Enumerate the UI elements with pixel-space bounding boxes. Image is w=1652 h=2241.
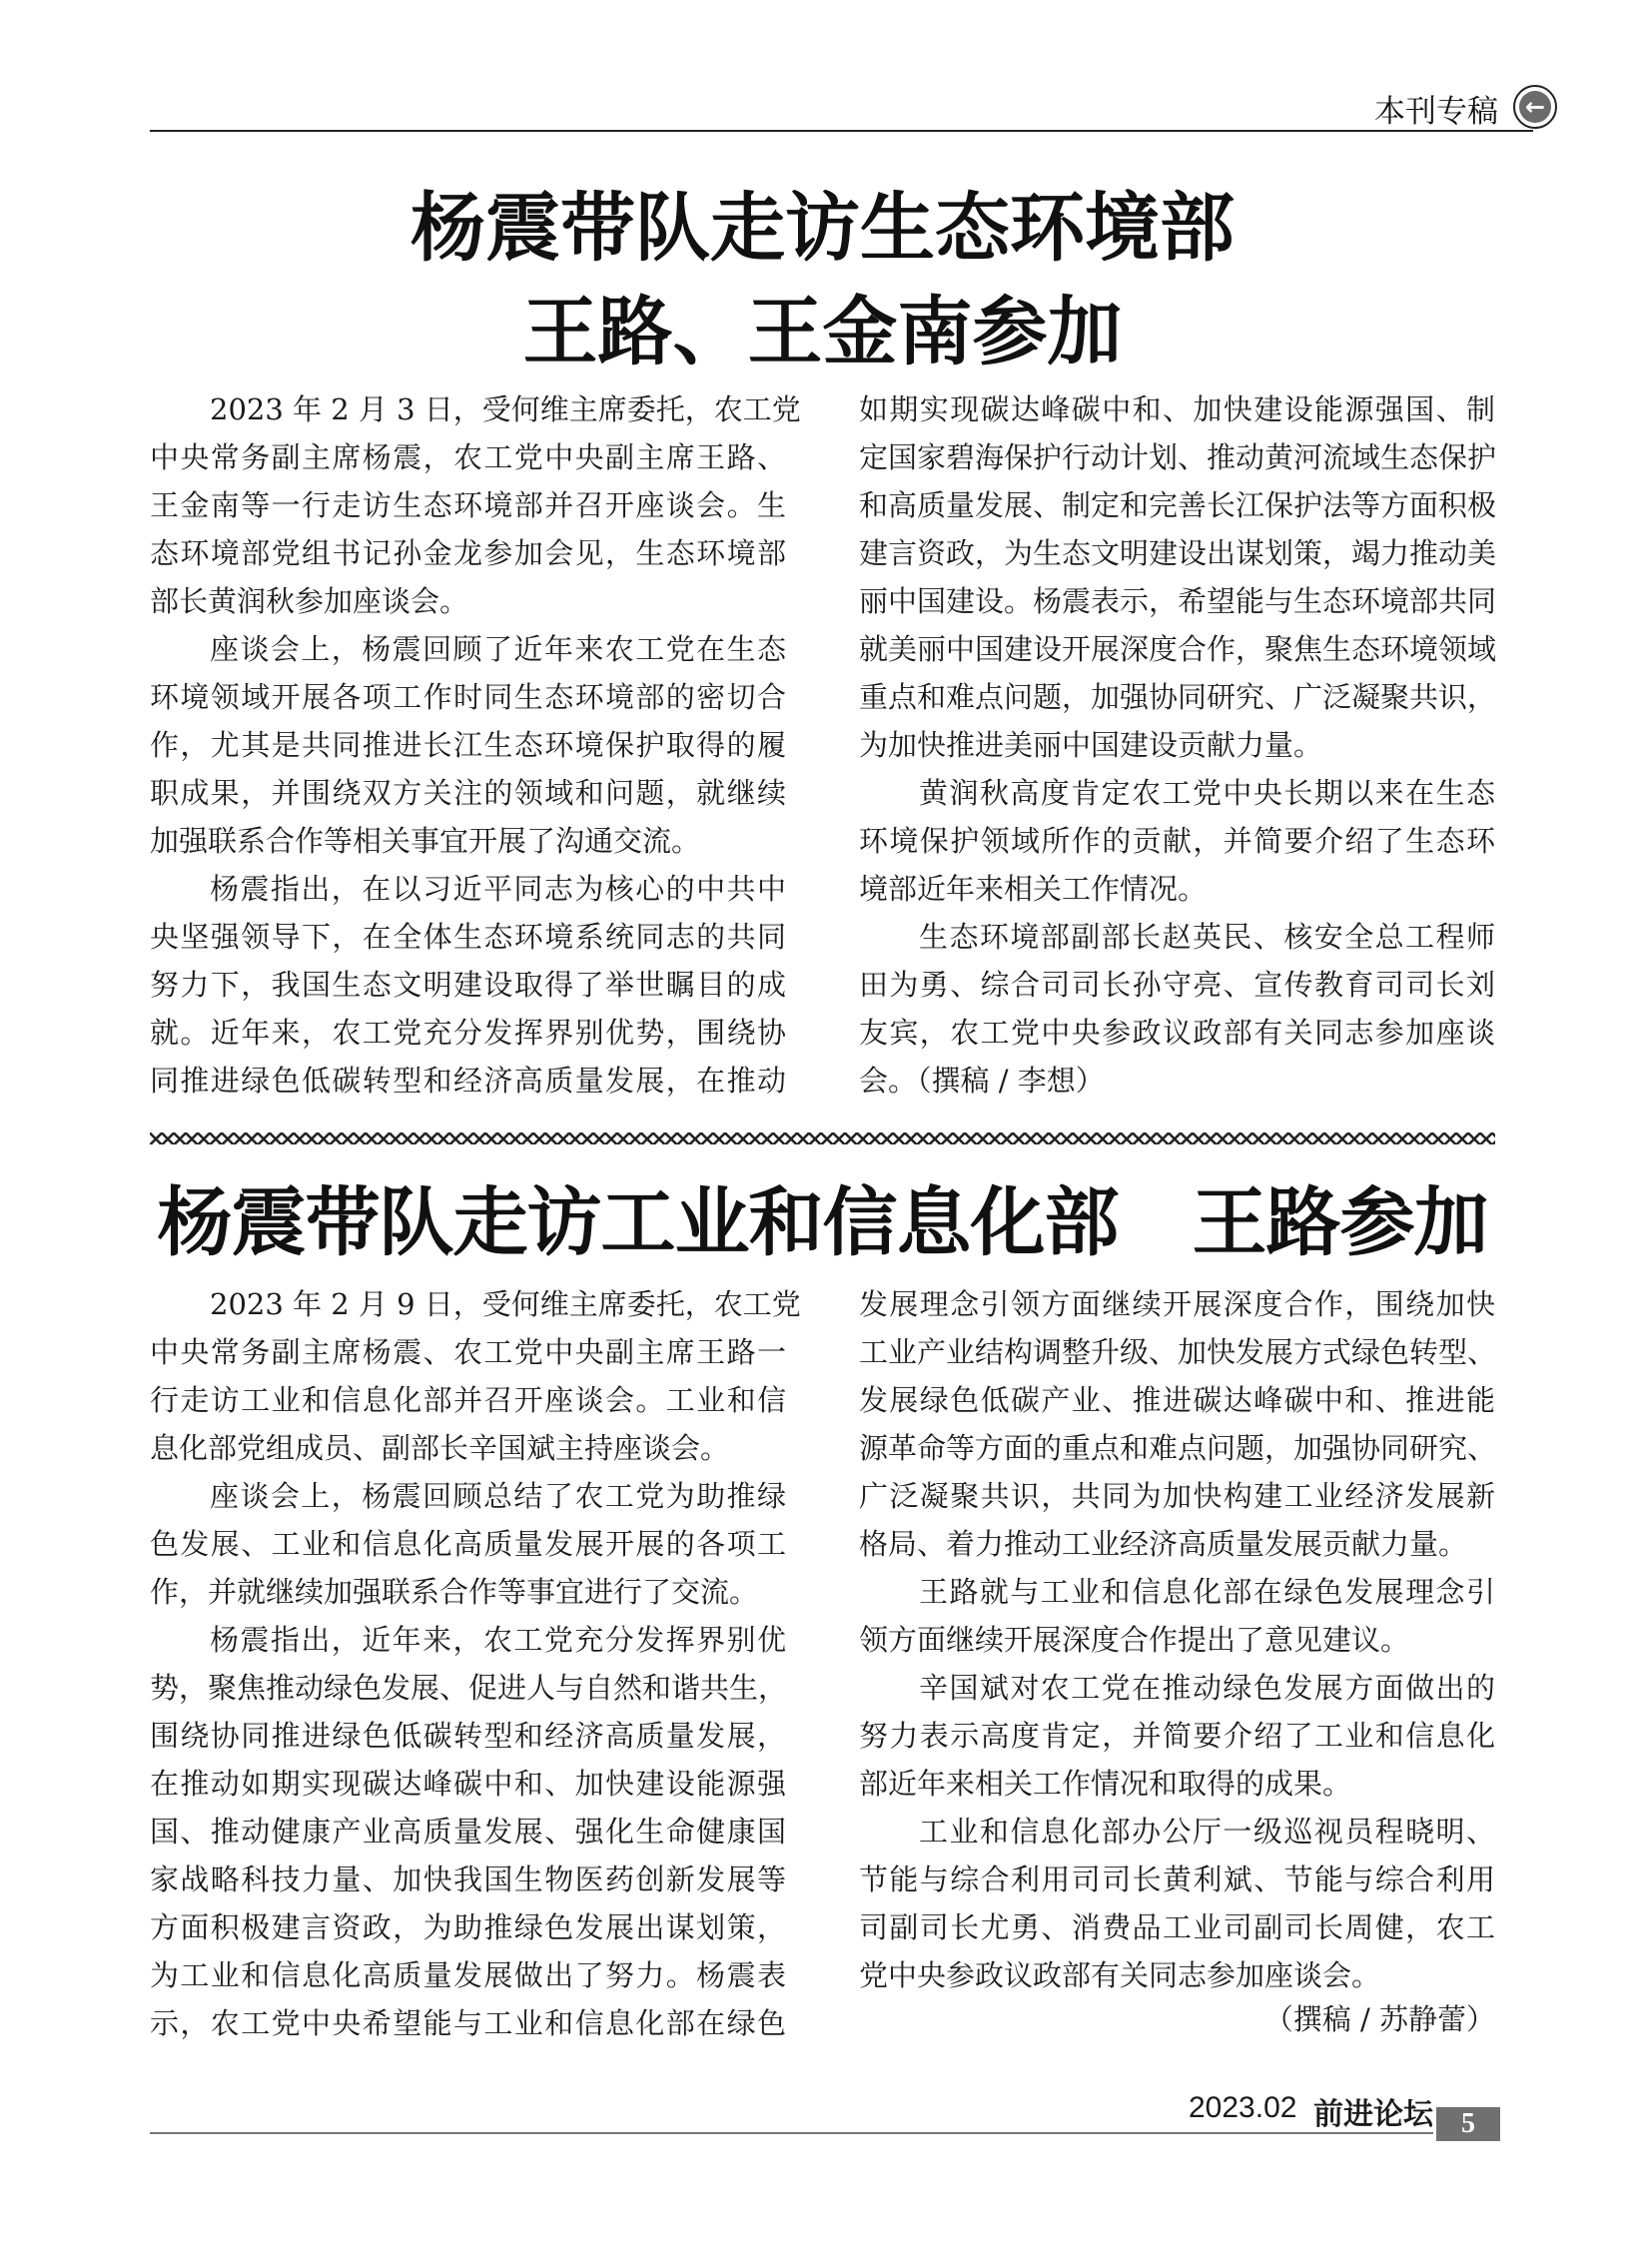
- text-line: 势，聚焦推动绿色发展、促进人与自然和谐共生，: [150, 1671, 788, 1705]
- text-line: 杨震指出，在以习近平同志为核心的中共中: [210, 872, 786, 906]
- text-line: 加强联系合作等相关事宜开展了沟通交流。: [150, 824, 701, 858]
- magazine-name: 前进论坛: [1313, 2097, 1433, 2132]
- text-line: 部长黄润秋参加座谈会。: [150, 584, 469, 618]
- text-line: 职成果，并围绕双方关注的领域和问题，就继续: [150, 776, 786, 810]
- text-line: 就美丽中国建设开展深度合作，聚焦生态环境领域: [859, 632, 1497, 666]
- text-line: 重点和难点问题，加强协同研究、广泛凝聚共识，: [859, 680, 1497, 714]
- text-line: 节能与综合利用司司长黄利斌、节能与综合利用: [859, 1863, 1495, 1896]
- footer-rule: [150, 2132, 1433, 2134]
- text-line: 行走访工业和信息化部并召开座谈会。工业和信: [150, 1383, 786, 1417]
- text-line: 在推动如期实现碳达峰碳中和、加快建设能源强: [150, 1767, 786, 1801]
- text-line: 辛国斌对农工党在推动绿色发展方面做出的: [919, 1671, 1495, 1705]
- text-line: 格局、着力推动工业经济高质量发展贡献力量。: [859, 1527, 1468, 1561]
- text-line: 央坚强领导下，在全体生态环境系统同志的共同: [150, 920, 786, 954]
- text-line: 会。（撰稿 / 李想）: [859, 1064, 1105, 1098]
- text-line: 国、推动健康产业高质量发展、强化生命健康国: [150, 1815, 786, 1849]
- text-line: 为工业和信息化高质量发展做出了努力。杨震表: [150, 1958, 786, 1992]
- article2-title: 杨震带队走访工业和信息化部 王路参加: [157, 1178, 1488, 1266]
- text-line: 示，农工党中央希望能与工业和信息化部在绿色: [150, 2006, 786, 2040]
- article1-title-line1: 杨震带队走访生态环境部: [410, 184, 1235, 272]
- text-line: 发展绿色低碳产业、推进碳达峰碳中和、推进能: [859, 1383, 1495, 1417]
- text-line: 黄润秋高度肯定农工党中央长期以来在生态: [919, 776, 1495, 810]
- text-line: 司副司长尤勇、消费品工业司副司长周健，农工: [859, 1910, 1495, 1944]
- text-line: 丽中国建设。杨震表示，希望能与生态环境部共同: [859, 584, 1497, 618]
- text-line: 努力下，我国生态文明建设取得了举世瞩目的成: [150, 968, 786, 1002]
- text-line: 杨震指出，近年来，农工党充分发挥界别优: [210, 1623, 786, 1657]
- text-line: 定国家碧海保护行动计划、推动黄河流域生态保护: [859, 440, 1497, 474]
- article2-column-left: [150, 1280, 801, 2047]
- article1-column-right: [859, 385, 1495, 1105]
- text-line: 工业产业结构调整升级、加快发展方式绿色转型、: [859, 1335, 1497, 1369]
- text-line: 色发展、工业和信息化高质量发展开展的各项工: [150, 1527, 786, 1561]
- article2-credit: （撰稿 / 苏静蕾）: [1263, 2002, 1495, 2036]
- text-line: 党中央参政议政部有关同志参加座谈会。: [859, 1958, 1381, 1992]
- article1-column-left: [150, 385, 801, 1105]
- text-line: 王路就与工业和信息化部在绿色发展理念引: [919, 1575, 1495, 1609]
- text-line: 就。近年来，农工党充分发挥界别优势，围绕协: [150, 1016, 786, 1050]
- text-line: 座谈会上，杨震回顾了近年来农工党在生态: [210, 632, 786, 666]
- text-line: 中央常务副主席杨震、农工党中央副主席王路一: [150, 1335, 786, 1369]
- text-line: 领方面继续开展深度合作提出了意见建议。: [859, 1623, 1410, 1657]
- text-line: 环境领域开展各项工作时同生态环境部的密切合: [150, 680, 786, 714]
- text-line: 2023 年 2 月 3 日，受何维主席委托，农工党: [210, 392, 801, 426]
- text-line: 作，并就继续加强联系合作等事宜进行了交流。: [150, 1575, 759, 1609]
- text-line: 如期实现碳达峰碳中和、加快建设能源强国、制: [859, 392, 1495, 426]
- back-arrow-circle-icon[interactable]: ←: [1513, 85, 1557, 129]
- text-line: 2023 年 2 月 9 日，受何维主席委托，农工党: [210, 1287, 801, 1321]
- text-line: 作，尤其是共同推进长江生态环境保护取得的履: [150, 728, 786, 762]
- section-label: 本刊专稿: [1374, 94, 1498, 130]
- text-line: 建言资政，为生态文明建设出谋划策，竭力推动美: [859, 536, 1497, 570]
- text-line: 生态环境部副部长赵英民、核安全总工程师: [919, 920, 1495, 954]
- text-line: 环境保护领域所作的贡献，并简要介绍了生态环: [859, 824, 1495, 858]
- text-line: 息化部党组成员、副部长辛国斌主持座谈会。: [150, 1431, 730, 1465]
- text-line: 部近年来相关工作情况和取得的成果。: [859, 1767, 1352, 1801]
- article1-title-line2: 王路、王金南参加: [522, 288, 1123, 375]
- text-line: 田为勇、综合司司长孙守亮、宣传教育司司长刘: [859, 968, 1495, 1002]
- text-line: 态环境部党组书记孙金龙参加会见，生态环境部: [150, 536, 786, 570]
- text-line: 工业和信息化部办公厅一级巡视员程晓明、: [919, 1815, 1495, 1849]
- text-line: 广泛凝聚共识，共同为加快构建工业经济发展新: [859, 1479, 1495, 1513]
- text-line: 同推进绿色低碳转型和经济高质量发展，在推动: [150, 1064, 786, 1098]
- text-line: 努力表示高度肯定，并简要介绍了工业和信息化: [859, 1719, 1495, 1753]
- text-line: 源革命等方面的重点和难点问题，加强协同研究、: [859, 1431, 1497, 1465]
- article-divider: [150, 1132, 1495, 1144]
- header-rule: [150, 130, 1533, 132]
- text-line: 围绕协同推进绿色低碳转型和经济高质量发展，: [150, 1719, 786, 1753]
- text-line: 为加快推进美丽中国建设贡献力量。: [859, 728, 1323, 762]
- text-line: 境部近年来相关工作情况。: [859, 872, 1208, 906]
- text-line: 和高质量发展、制定和完善长江保护法等方面积极: [859, 488, 1497, 522]
- text-line: 座谈会上，杨震回顾总结了农工党为助推绿: [210, 1479, 786, 1513]
- text-line: 发展理念引领方面继续开展深度合作，围绕加快: [859, 1287, 1495, 1321]
- text-line: 中央常务副主席杨震，农工党中央副主席王路、: [150, 440, 786, 474]
- text-line: 方面积极建言资政，为助推绿色发展出谋划策，: [150, 1910, 786, 1944]
- text-line: 王金南等一行走访生态环境部并召开座谈会。生: [150, 488, 786, 522]
- issue-date: 2023.02: [1189, 2091, 1297, 2124]
- text-line: 友宾，农工党中央参政议政部有关同志参加座谈: [859, 1016, 1495, 1050]
- page-number: 5: [1436, 2107, 1500, 2141]
- article2-column-right: [859, 1280, 1495, 1999]
- text-line: 家战略科技力量、加快我国生物医药创新发展等: [150, 1863, 786, 1896]
